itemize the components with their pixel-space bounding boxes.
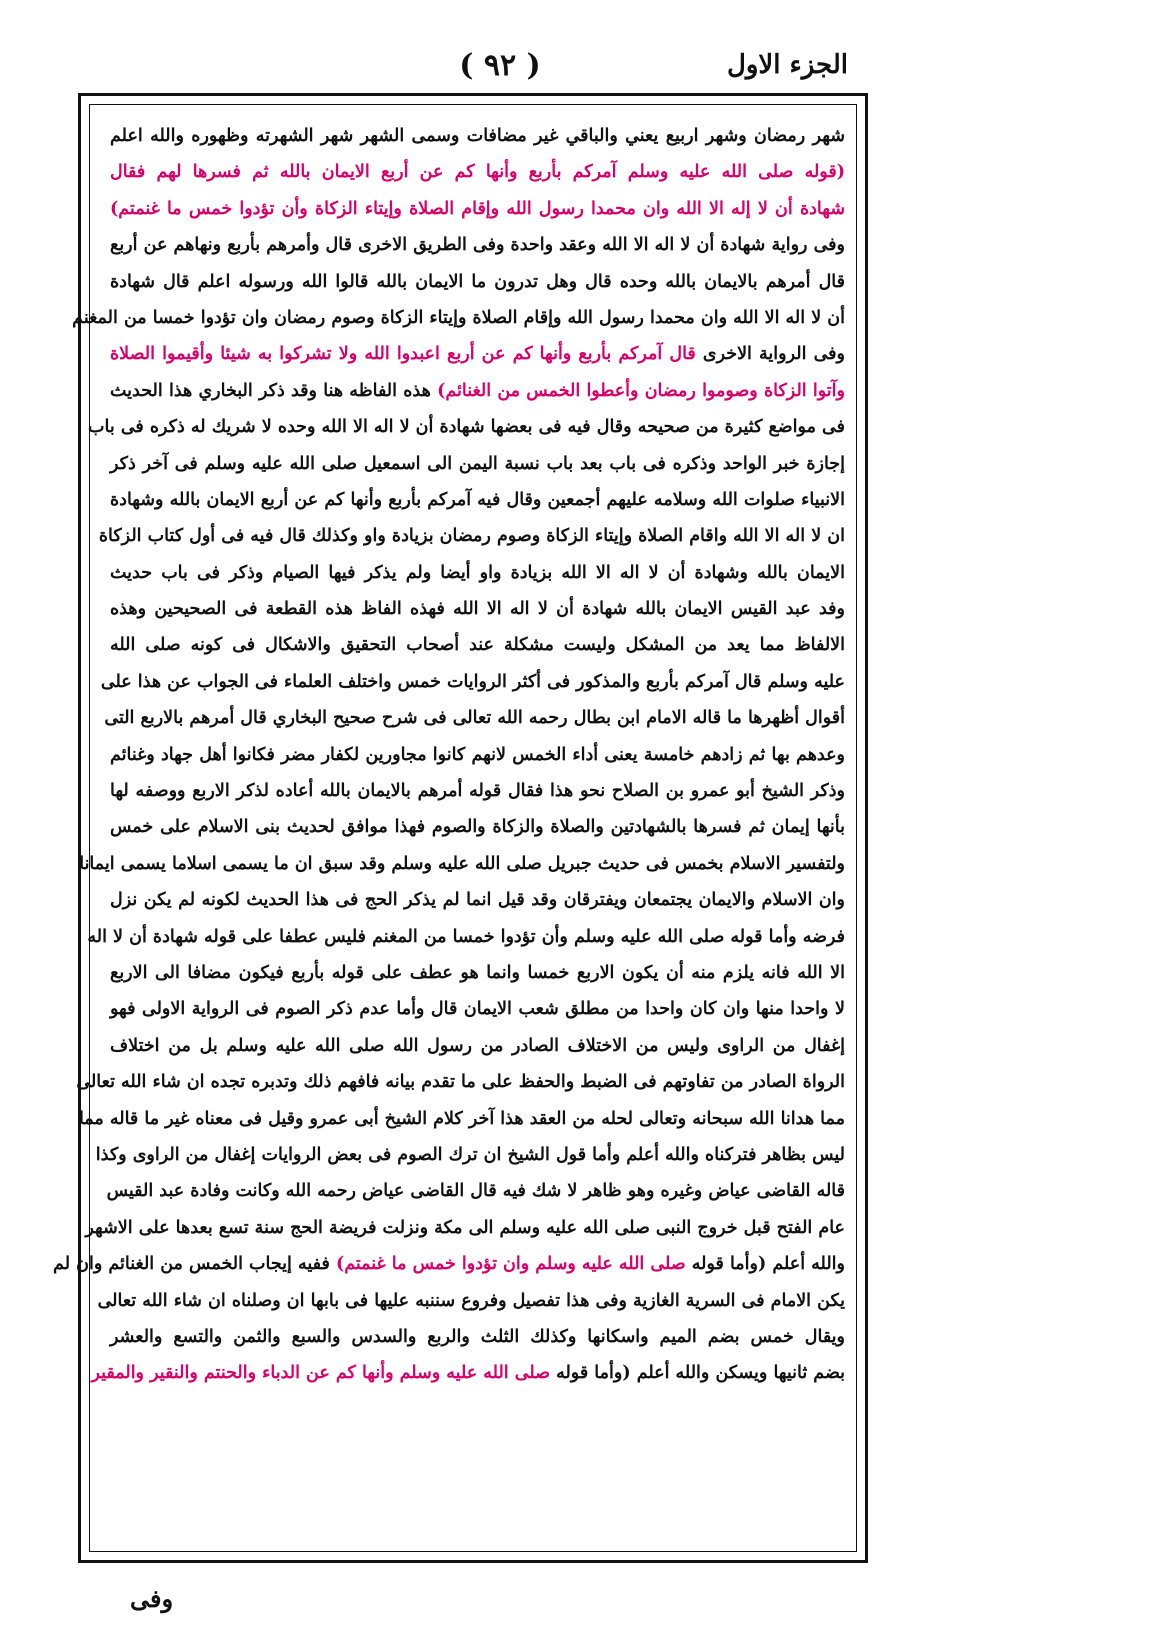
text-line — [98, 518, 845, 554]
body-text: وفى رواية شهادة أن لا اله الا الله وعقد واحدة وفى الطريق الاخرى قال وأمرهم بأربع ونهاهم عن أربع — [110, 235, 845, 256]
text-line — [78, 1101, 845, 1137]
text-line — [110, 373, 845, 409]
text-line — [91, 1355, 845, 1391]
text-line — [110, 737, 845, 773]
body-text: يكن الامام فى السرية الغازية وفى هذا تفصيل وفروع سننبه عليها فى بابها ان وصلناه ان شاء الله تعالى — [97, 1290, 845, 1311]
rubric-text: صلى الله عليه وسلم وان تؤدوا خمس ما غنمتم) — [335, 1254, 686, 1275]
page-header — [0, 38, 1158, 98]
text-line — [72, 300, 845, 336]
text-line — [85, 1210, 845, 1246]
body-text: مما هدانا الله سبحانه وتعالى لحله من العقد هذا آخر كلام الشيخ أبى عمرو وقيل فى معناه غير ما قاله مما — [78, 1108, 845, 1129]
body-text: الرواة الصادر من تفاوتهم فى الضبط والحفظ على ما تقدم بيانه فافهم ذلك وتدبره تجده ان شاء الله تعالى — [76, 1072, 845, 1093]
running-head: الجزء الاول — [726, 50, 848, 80]
rubric-text: قال آمركم بأربع وأنها كم عن أربع اعبدوا الله ولا تشركوا به شيئا وأقيموا الصلاة — [110, 344, 696, 365]
text-line — [79, 846, 845, 882]
text-line — [88, 409, 845, 445]
text-line — [110, 555, 845, 591]
body-text: ان لا اله الا الله واقام الصلاة وإيتاء الزكاة وصوم رمضان بزيادة واو وكذلك قال فيه فى أول كتاب الزكاة — [98, 526, 845, 547]
body-text: بضم ثانيها ويسكن والله أعلم (وأما قوله — [550, 1363, 845, 1384]
main-text — [53, 118, 845, 1392]
body-text: عام الفتح قبل خروج النبى صلى الله عليه وسلم الى مكة ونزلت فريضة الحج سنة تسع بعدها على الاشهر — [85, 1217, 845, 1238]
text-line — [110, 882, 845, 918]
body-text: وذكر الشيخ أبو عمرو بن الصلاح نحو هذا فقال قوله أمرهم بالايمان بالله أعاده لذكر الاربع ووصفه لها — [110, 781, 845, 802]
body-text: أقوال أظهرها ما قاله الامام ابن بطال رحمه الله تعالى فى شرح صحيح البخاري قال أمرهم بالاربع التى — [104, 708, 845, 729]
rubric-text: وآتوا الزكاة وصوموا رمضان وأعطوا الخمس من الغنائم) — [437, 380, 845, 401]
text-line — [110, 627, 845, 663]
text-line — [110, 1028, 845, 1064]
body-text: الالفاظ مما يعد من المشكل وليست مشكلة عند أصحاب التحقيق والاشكال فى كونه صلى الله — [110, 635, 845, 656]
text-line — [76, 1064, 845, 1100]
text-line — [110, 591, 845, 627]
text-line — [110, 482, 845, 518]
text-line — [110, 809, 845, 845]
body-text: وعدهم بها ثم زادهم خامسة يعنى أداء الخمس لانهم كانوا مجاورين لكفار مضر فكانوا أهل جهاد وغنائم — [110, 744, 845, 765]
body-text: فى مواضع كثيرة من صحيحه وقال فيه فى بعضها شهادة أن لا اله الا الله وحده لا شريك له ذكره فى باب — [88, 417, 845, 438]
body-text: إغفال من الراوى وليس من الاختلاف الصادر من رسول الله صلى الله عليه وسلم بل من اختلاف — [110, 1035, 845, 1056]
text-line — [110, 154, 845, 190]
text-line — [110, 773, 845, 809]
body-text: قاله القاضى عياض وغيره وهو ظاهر لا شك فيه قال القاضى عياض رحمه الله وكانت وفادة عبد القيس — [106, 1181, 845, 1202]
catchword: وفى — [130, 1584, 174, 1613]
text-line — [110, 227, 845, 263]
body-text: والله أعلم (وأما قوله — [685, 1254, 845, 1275]
body-text: هذه الفاظه هنا وقد ذكر البخاري هذا الحديث — [110, 380, 438, 401]
body-text: عليه وسلم قال آمركم بأربع والمذكور فى أكثر الروايات خمس واختلف العلماء فى الجواب عن هذا على — [100, 671, 845, 692]
text-line — [110, 118, 845, 154]
text-line — [110, 336, 845, 372]
body-text: ليس بظاهر فتركناه والله أعلم وأما قول الشيخ ان ترك الصوم فى بعض الروايات إغفال من الراوى وكذا — [95, 1144, 845, 1165]
text-line — [53, 1246, 845, 1282]
body-text: وفد عبد القيس الايمان بالله شهادة أن لا اله الا الله فهذه الفاظ هذه القطعة فى الصحيحين وهذه — [110, 599, 845, 620]
page-number: ( ٩٢ ) — [459, 48, 541, 83]
text-line — [110, 1319, 845, 1355]
text-line — [104, 700, 845, 736]
body-text: الايمان بالله وشهادة أن لا اله الا الله بزيادة واو أيضا ولم يذكر فيها الصيام وذكر فى باب حديث — [110, 562, 845, 583]
body-text: الا الله فانه يلزم منه أن يكون الاربع خمسا وانما هو عطف على قوله بأربع فيكون مضافا الى الاربع — [110, 962, 845, 983]
text-line — [110, 446, 845, 482]
body-text: شهر رمضان وشهر اربيع يعني والباقي غير مضافات وسمى الشهر شهر الشهرته وظهوره والله اعلم — [110, 126, 845, 146]
text-line — [110, 264, 845, 300]
rubric-text: (قوله صلى الله عليه وسلم آمركم بأربع وأنها كم عن أربع الايمان بالله ثم فسرها لهم فقال — [110, 162, 845, 183]
body-text: إجازة خبر الواحد وذكره فى باب بعد باب نسبة اليمن الى اسمعيل صلى الله عليه وسلم فى آخر ذكر — [110, 453, 845, 474]
body-text: وان الاسلام والايمان يجتمعان ويفترقان وقد قيل انما لم يذكر الحج فى هذا الحديث لكونه لم يكن نزل — [110, 890, 845, 911]
text-line — [110, 955, 845, 991]
body-text: قال أمرهم بالايمان بالله وحده قال وهل تدرون ما الايمان بالله قالوا الله ورسوله اعلم قال شهادة — [110, 271, 845, 292]
body-text: بأنها إيمان ثم فسرها بالشهادتين والصلاة والزكاة والصوم فهذا موافق لحديث بنى الاسلام على خمس — [110, 817, 845, 838]
body-text: الانبياء صلوات الله وسلامه عليهم أجمعين وقال فيه آمركم بأربع وأنها كم عن أربع الايمان بالله وشهادة — [110, 489, 845, 510]
rubric-text: صلى الله عليه وسلم وأنها كم عن الدباء والحنتم والنقير والمقير — [91, 1363, 550, 1384]
rubric-text: شهادة أن لا إله الا الله وان محمدا رسول الله وإقام الصلاة وإيتاء الزكاة وأن تؤدوا خمس ما غنمتم) — [110, 198, 845, 219]
body-text: أن لا اله الا الله وان محمدا رسول الله وإقام الصلاة وإيتاء الزكاة وصوم رمضان وان تؤدوا خمسا من المغنم — [72, 307, 845, 328]
body-text: وفى الرواية الاخرى — [695, 344, 845, 365]
text-line — [100, 664, 845, 700]
text-line — [110, 191, 845, 227]
body-text: ولتفسير الاسلام بخمس فى حديث جبريل صلى الله عليه وسلم وقد سبق ان ما يسمى اسلاما يسمى ايمانا — [79, 853, 845, 874]
text-line — [106, 1173, 845, 1209]
body-text: ففيه إيجاب الخمس من الغنائم وان لم — [53, 1254, 336, 1275]
body-text: ويقال خمس بضم الميم واسكانها وكذلك الثلث والربع والسدس والسبع والثمن والتسع والعشر — [110, 1326, 845, 1347]
text-line — [95, 1137, 845, 1173]
body-text: لا واحدا منها وان كان واحدا من مطلق شعب الايمان قال وأما عدم ذكر الصوم فى الرواية الاولى فهو — [110, 999, 845, 1020]
text-line — [97, 1283, 845, 1319]
text-line — [87, 919, 845, 955]
body-text: فرضه وأما قوله صلى الله عليه وسلم وأن تؤدوا خمسا من المغنم فليس عطفا على قوله شهادة أن لا اله — [87, 926, 845, 947]
text-line — [110, 991, 845, 1027]
